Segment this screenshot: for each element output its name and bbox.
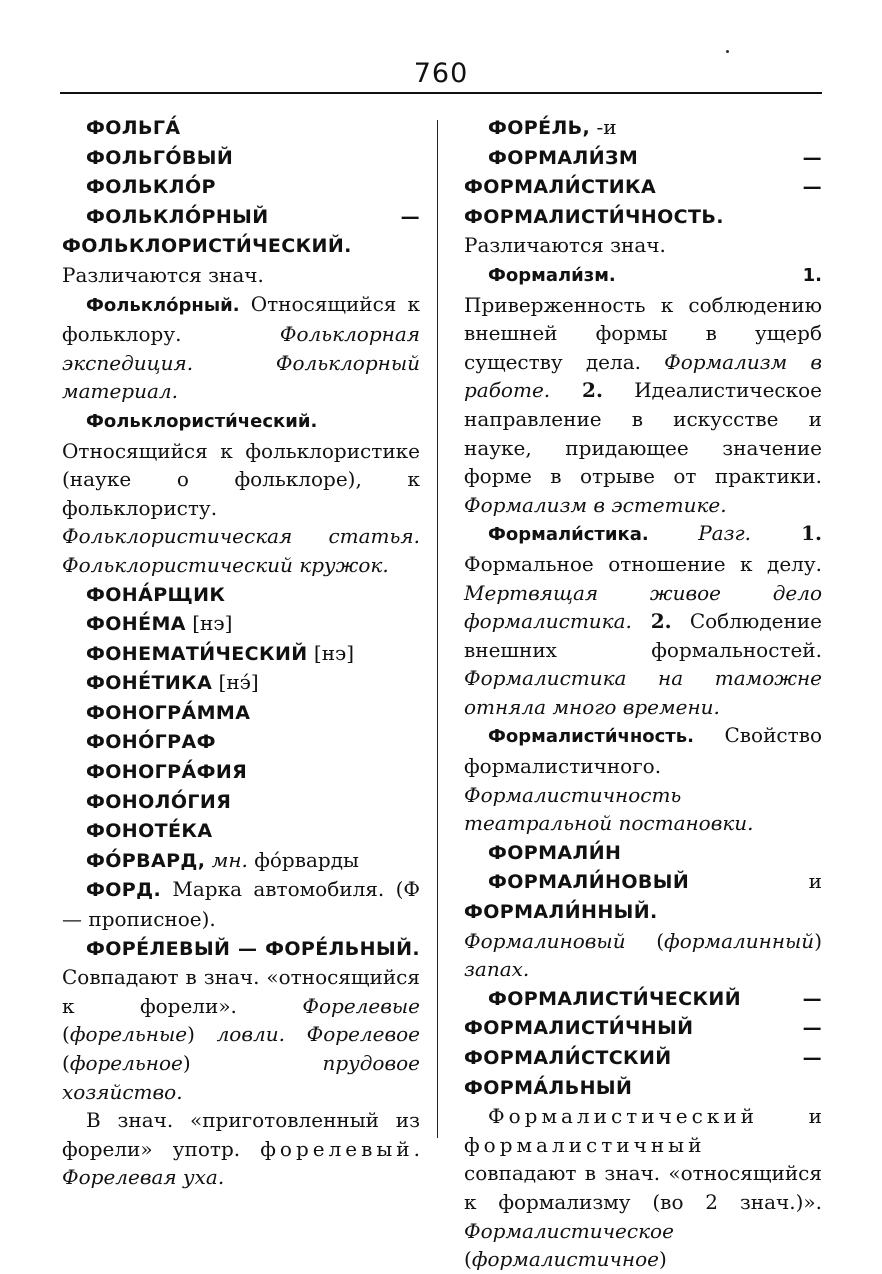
spaced-word: формалистичный — [464, 1132, 706, 1157]
entry — [464, 1102, 822, 1274]
headword: ФО́РВАРД, — [86, 849, 206, 872]
entry-text: совпадают в знач. «относящийся к формализму (во 2 знач.)». — [464, 1161, 822, 1214]
punct: ) — [182, 1051, 323, 1075]
example: форельное — [69, 1051, 183, 1075]
headword: ФОРЕ́ЛЬ, — [488, 117, 591, 139]
spaced-word: форелевый — [260, 1136, 414, 1161]
column-divider — [437, 120, 438, 1138]
entry-text: Соблюдение внешних формальностей. — [464, 609, 822, 662]
headword: ФОЛЬГА́ — [86, 117, 181, 139]
entry — [464, 113, 822, 143]
entry — [62, 698, 420, 728]
subheadword: Фолькло́рный. — [86, 294, 240, 316]
entry — [62, 875, 420, 933]
entry — [464, 838, 822, 868]
punct: ) — [814, 928, 822, 953]
entry-text: Относящийся к фольклору. — [62, 291, 420, 347]
example: прудовое хозяйство. — [62, 1051, 420, 1104]
headword: ФОНОГРА́ММА — [86, 701, 251, 724]
punct: ) — [187, 1022, 217, 1047]
headword: ФОНЕ́МА — [86, 613, 186, 636]
entry-text: и — [757, 1104, 822, 1129]
subheadword: Формалисти́чность. — [488, 726, 694, 748]
entry — [464, 143, 822, 260]
punct: ( — [62, 1022, 70, 1047]
headword: ФОНЕМАТИ́ЧЕСКИЙ — [86, 642, 308, 665]
entry — [62, 143, 420, 173]
entry — [464, 260, 822, 519]
example: Формализм в эстетике. — [464, 492, 727, 517]
grammar-note: мн. — [205, 847, 248, 872]
page-mark — [726, 50, 729, 53]
example: Фольклорная экспедиция. Фольклорный материал. — [62, 322, 420, 404]
headword: ФОРМАЛИ́ННЫЙ. — [464, 901, 658, 924]
entry — [62, 1106, 420, 1192]
style-note: Разг. — [648, 521, 751, 546]
subheadword: Формали́стика. — [488, 524, 649, 546]
punct: ( — [625, 928, 665, 953]
headword: ФОЛЬГО́ВЫЙ — [86, 146, 234, 169]
punct: ) — [658, 1247, 667, 1272]
example: Форелевые — [302, 993, 420, 1018]
headword: ФОНЕ́ТИКА — [86, 672, 213, 695]
punct: ( — [464, 1247, 472, 1272]
entry — [62, 757, 420, 787]
example: Формалистика на таможне отняла много времени. — [464, 666, 822, 719]
headword: ФОРД. — [86, 879, 162, 902]
example: запах. — [464, 957, 530, 982]
entry — [62, 934, 420, 1107]
headword: ФОНА́РЩИК — [86, 583, 226, 606]
right-column — [464, 113, 822, 1274]
entry — [62, 639, 420, 669]
entry — [62, 816, 420, 846]
headword: ФОНО́ГРАФ — [86, 731, 216, 754]
pronunciation: [нэ] — [185, 611, 233, 636]
example: Мертвящая живое дело формалистика. — [464, 580, 822, 634]
sense-number: 1. — [750, 521, 822, 546]
headword: ФОРМАЛИ́ЗМ — ФОРМАЛИ́СТИКА — ФОРМАЛИСТИ́ЧНОСТЬ. — [464, 146, 822, 228]
entry — [62, 727, 420, 757]
example: Форелевая уха. — [62, 1165, 225, 1190]
entry — [62, 172, 420, 202]
example: Формалистическое — [464, 1218, 674, 1243]
entry — [464, 519, 822, 721]
page-number: 760 — [413, 58, 469, 89]
entry-text: фо́рварды — [247, 847, 359, 872]
entry-text: Марка автомобиля. (Ф — прописное). — [62, 877, 420, 932]
headword: ФОНОЛО́ГИЯ — [86, 790, 232, 813]
header-rule — [60, 92, 822, 94]
sense-number: 2. — [631, 609, 672, 634]
entry — [464, 867, 822, 983]
headword: ФОНОТЕ́КА — [86, 820, 213, 843]
entry — [62, 580, 420, 610]
spaced-word: Формалистический — [488, 1104, 758, 1129]
punct: ( — [62, 1051, 70, 1075]
headword: ФОЛЬКЛО́РНЫЙ — ФОЛЬКЛОРИСТИ́ЧЕСКИЙ. — [62, 205, 420, 258]
sense-number: 2. — [550, 378, 603, 403]
entry-text: -и — [590, 115, 617, 139]
subheadword: Фольклористи́ческий. — [86, 410, 318, 432]
example: Формализм в работе. — [464, 349, 822, 403]
headword: ФОЛЬКЛО́Р — [86, 176, 216, 199]
entry — [464, 984, 822, 1102]
entry — [62, 290, 420, 406]
left-column — [62, 113, 420, 1192]
example: формалинный — [664, 928, 815, 953]
example: форельные — [69, 1022, 188, 1047]
pronunciation: [нэ] — [307, 640, 355, 665]
example: формалистичное — [471, 1247, 659, 1272]
entry — [62, 202, 420, 290]
entry — [62, 846, 420, 876]
subheadword: Формали́зм. 1. — [488, 264, 822, 286]
entry — [62, 787, 420, 817]
pronunciation: [нэ́] — [212, 670, 259, 695]
example: ловли. Форелевое — [216, 1022, 420, 1047]
headword: ФОРМАЛИ́НОВЫЙ — [488, 871, 690, 894]
entry-text: Приверженность к соблюдению внешней формы в ущерб существу дела. — [464, 292, 822, 374]
entry-text: Формальное отношение к делу. — [464, 551, 822, 576]
entry-text: В знач. «приготовленный из форели» употр. — [62, 1108, 420, 1161]
example: Формалиновый — [464, 928, 626, 953]
entry — [464, 721, 822, 837]
entry-text: Совпадают в знач. «относящийся к форели». — [62, 965, 420, 1018]
example: Формалистичность театральной постановки. — [464, 782, 754, 836]
headword: ФОНОГРА́ФИЯ — [86, 761, 248, 784]
entry-text: Относящийся к фольклористике (науке о фольклоре), к фольклористу. — [62, 438, 420, 520]
entry-text: Идеалистическое направление в искусстве и науке, придающее значение форме в отрыве от практики. — [464, 378, 822, 489]
entry-text: Различаются знач. — [62, 262, 264, 287]
punct: . — [413, 1136, 420, 1161]
headword: ФОРМАЛИ́Н — [488, 841, 622, 864]
headword: ФОРЕ́ЛЕВЫЙ — ФОРЕ́ЛЬНЫЙ. — [86, 937, 420, 960]
example: Фольклористическая статья. Фольклористический кружок. — [62, 524, 420, 577]
entry — [62, 609, 420, 639]
entry — [62, 668, 420, 698]
headword: ФОРМАЛИСТИ́ЧЕСКИЙ — ФОРМАЛИСТИ́ЧНЫЙ — ФОРМАЛИ́СТСКИЙ — ФОРМА́ЛЬНЫЙ — [464, 987, 822, 1099]
entry-text: Различаются знач. — [464, 233, 666, 258]
entry — [62, 113, 420, 143]
entry — [62, 406, 420, 580]
entry-text: и — [689, 869, 822, 894]
entry-text: Свойство формалистичного. — [464, 723, 822, 779]
